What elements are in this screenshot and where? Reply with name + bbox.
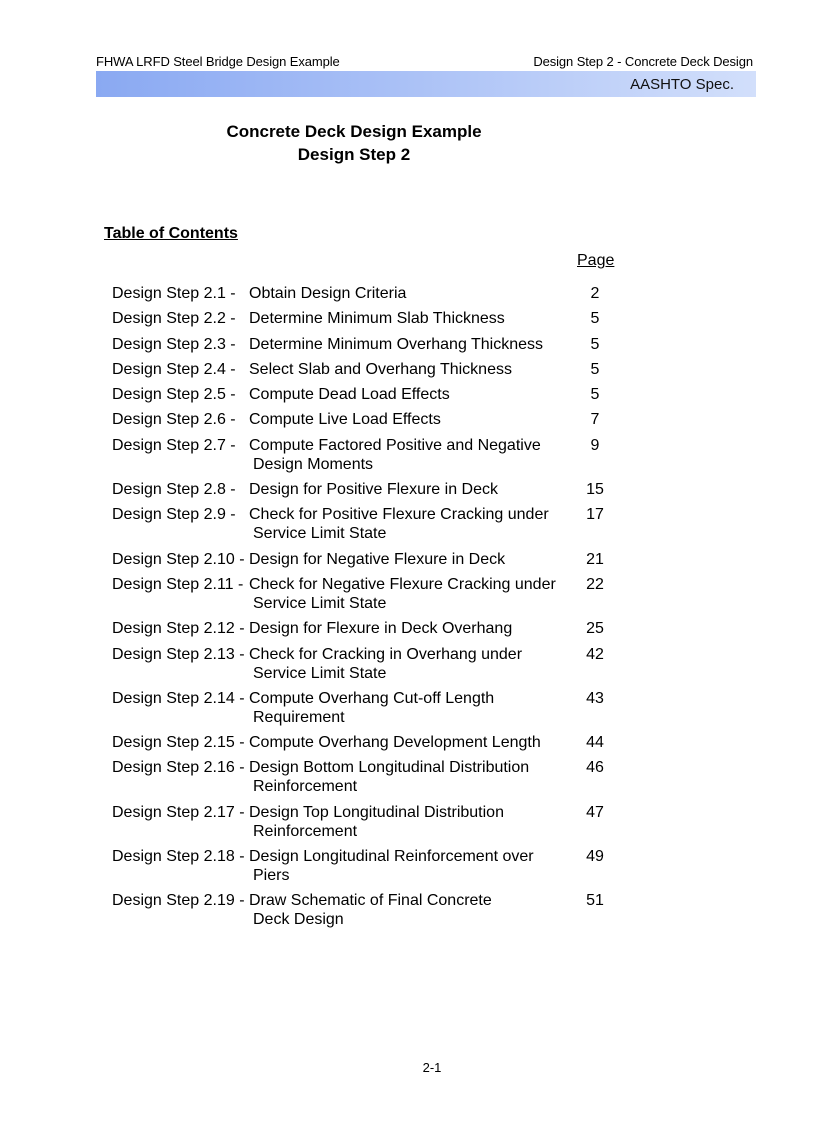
- toc-entry-description: [249, 847, 578, 885]
- toc-entry-description-line1: Compute Overhang Cut-off Length: [249, 689, 495, 707]
- toc-entry-description: [249, 360, 578, 379]
- toc-entry-page: 9: [590, 436, 600, 454]
- toc-entry-page: 7: [590, 411, 600, 429]
- header-spec-label: AASHTO Spec.: [630, 76, 734, 93]
- toc-entry-step: Design Step 2.8 -: [112, 481, 236, 499]
- toc-entry-step: Design Step 2.11 -: [112, 575, 244, 593]
- toc-entry-description-line1: Design Top Longitudinal Distribution: [249, 803, 504, 821]
- toc-entry-description: [249, 309, 578, 328]
- toc-entry[interactable]: [112, 758, 632, 796]
- header-document-title: FHWA LRFD Steel Bridge Design Example: [96, 54, 340, 69]
- toc-entry-step: Design Step 2.5 -: [112, 386, 236, 404]
- toc-entry-description-line2: Reinforcement: [253, 778, 358, 796]
- toc-entry[interactable]: [112, 284, 632, 303]
- toc-entry-description: [249, 689, 578, 727]
- toc-entry-description: [249, 436, 578, 474]
- toc-entry[interactable]: [112, 803, 632, 841]
- toc-entry-page: 15: [586, 481, 604, 499]
- toc-entry-step: Design Step 2.6 -: [112, 411, 236, 429]
- toc-entry[interactable]: [112, 385, 632, 404]
- toc-entry-description-line2: Design Moments: [253, 455, 374, 473]
- toc-entry-step: Design Step 2.3 -: [112, 335, 236, 353]
- toc-entry-page: 22: [586, 575, 604, 593]
- toc-entry[interactable]: [112, 689, 632, 727]
- toc-entry[interactable]: [112, 436, 632, 474]
- table-of-contents: [112, 284, 632, 936]
- toc-entry-step: Design Step 2.18 -: [112, 848, 245, 866]
- toc-entry-description-line1: Design for Positive Flexure in Deck: [249, 481, 498, 499]
- toc-entry[interactable]: [112, 619, 632, 638]
- toc-entry-description: [249, 385, 578, 404]
- toc-entry-description-line1: Compute Overhang Development Length: [249, 734, 541, 752]
- toc-entry-page: 5: [590, 386, 600, 404]
- toc-entry-description-line2: Piers: [253, 867, 290, 885]
- toc-entry-page: 51: [586, 892, 604, 910]
- toc-entry-description-line2: Reinforcement: [253, 822, 358, 840]
- toc-entry[interactable]: [112, 309, 632, 328]
- toc-entry-description-line1: Draw Schematic of Final Concrete: [249, 892, 492, 910]
- toc-entry-description-line2: Service Limit State: [253, 525, 387, 543]
- page-title: Concrete Deck Design Example: [226, 122, 482, 141]
- toc-entry-page: 46: [586, 759, 604, 777]
- toc-entry-description-line1: Design Longitudinal Reinforcement over: [249, 848, 534, 866]
- toc-entry-step: Design Step 2.4 -: [112, 360, 236, 378]
- toc-entry-step: Design Step 2.14 -: [112, 689, 245, 707]
- toc-entry-description: [249, 758, 578, 796]
- toc-entry-page: 47: [586, 803, 604, 821]
- toc-entry-description-line1: Design for Negative Flexure in Deck: [249, 550, 506, 568]
- toc-entry-description-line2: Deck Design: [253, 911, 344, 929]
- toc-entry[interactable]: [112, 847, 632, 885]
- toc-entry-page: 5: [590, 335, 600, 353]
- toc-entry-page: 17: [586, 506, 604, 524]
- toc-entry-description-line2: Requirement: [253, 708, 345, 726]
- toc-entry-page: 21: [586, 550, 604, 568]
- toc-entry-description: [249, 575, 578, 613]
- toc-entry-description-line1: Check for Negative Flexure Cracking under: [249, 575, 556, 593]
- toc-entry[interactable]: [112, 410, 632, 429]
- toc-entry-description-line1: Design Bottom Longitudinal Distribution: [249, 759, 530, 777]
- toc-entry-description-line1: Compute Live Load Effects: [249, 411, 441, 429]
- toc-entry-step: Design Step 2.16 -: [112, 759, 245, 777]
- toc-entry-description: [249, 284, 578, 303]
- toc-entry-step: Design Step 2.1 -: [112, 285, 236, 302]
- toc-entry[interactable]: [112, 891, 632, 929]
- toc-entry-description-line2: Service Limit State: [253, 664, 387, 682]
- toc-entry-step: Design Step 2.7 -: [112, 436, 236, 454]
- toc-entry-description-line1: Design for Flexure in Deck Overhang: [249, 620, 513, 638]
- toc-entry[interactable]: [112, 505, 632, 543]
- page-number: 2-1: [422, 1060, 442, 1075]
- toc-entry-step: Design Step 2.13 -: [112, 645, 245, 663]
- toc-entry-page: 5: [590, 360, 600, 378]
- toc-entry-description-line1: Determine Minimum Slab Thickness: [249, 310, 505, 328]
- toc-entry-description: [249, 480, 578, 499]
- toc-entry-page: 43: [586, 689, 604, 707]
- toc-entry-description: [249, 733, 578, 752]
- toc-entry-description-line1: Compute Factored Positive and Negative: [249, 436, 541, 454]
- toc-entry-description-line1: Compute Dead Load Effects: [249, 386, 450, 404]
- toc-entry[interactable]: [112, 360, 632, 379]
- toc-entry-page: 2: [590, 285, 600, 302]
- toc-entry-description: [249, 410, 578, 429]
- toc-entry-description-line1: Obtain Design Criteria: [249, 285, 407, 302]
- toc-entry[interactable]: [112, 733, 632, 752]
- toc-heading: Table of Contents: [104, 225, 238, 242]
- toc-entry-description-line1: Check for Positive Flexure Cracking under: [249, 506, 549, 524]
- toc-entry[interactable]: [112, 335, 632, 354]
- toc-entry-page: 44: [586, 734, 604, 752]
- toc-entry-description-line1: Check for Cracking in Overhang under: [249, 645, 523, 663]
- toc-entry-description-line2: Service Limit State: [253, 594, 387, 612]
- page-subtitle: Design Step 2: [297, 145, 411, 164]
- toc-entry-description: [249, 550, 578, 569]
- toc-entry-step: Design Step 2.10 -: [112, 550, 245, 568]
- toc-entry-description: [249, 619, 578, 638]
- toc-entry[interactable]: [112, 645, 632, 683]
- toc-entry-step: Design Step 2.19 -: [112, 892, 245, 910]
- toc-entry[interactable]: [112, 480, 632, 499]
- toc-entry-page: 25: [586, 620, 604, 638]
- toc-entry-step: Design Step 2.2 -: [112, 310, 236, 328]
- toc-page-column-heading: Page: [577, 252, 615, 269]
- toc-entry-description: [249, 891, 578, 929]
- toc-entry-description: [249, 803, 578, 841]
- toc-entry-description: [249, 335, 578, 354]
- toc-entry-description-line1: Determine Minimum Overhang Thickness: [249, 335, 544, 353]
- toc-entry-page: 49: [586, 848, 604, 866]
- header-section-title: Design Step 2 - Concrete Deck Design: [533, 54, 753, 69]
- toc-entry[interactable]: [112, 550, 632, 569]
- toc-entry-description: [249, 505, 578, 543]
- toc-entry-step: Design Step 2.12 -: [112, 620, 245, 638]
- toc-entry-description: [249, 645, 578, 683]
- toc-entry-page: 42: [586, 645, 604, 663]
- toc-entry-page: 5: [590, 310, 600, 328]
- toc-entry-step: Design Step 2.17 -: [112, 803, 245, 821]
- toc-entry-step: Design Step 2.9 -: [112, 506, 236, 524]
- toc-entry-step: Design Step 2.15 -: [112, 734, 245, 752]
- toc-entry[interactable]: [112, 575, 632, 613]
- toc-entry-description-line1: Select Slab and Overhang Thickness: [249, 360, 512, 378]
